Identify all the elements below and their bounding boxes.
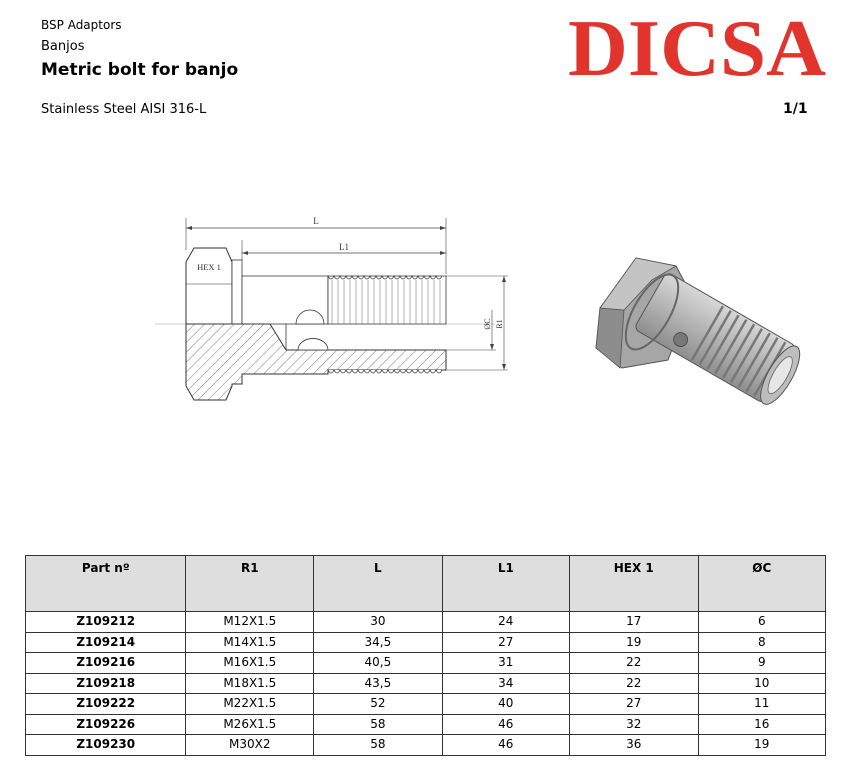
r1-cell: M16X1.5: [186, 653, 314, 674]
diameter-c-cell: 8: [698, 632, 825, 653]
technical-drawing: [150, 210, 522, 410]
part-number-cell: Z109212: [26, 612, 186, 633]
r1-cell: M18X1.5: [186, 673, 314, 694]
l1-cell: 46: [442, 714, 569, 735]
table-row: [26, 694, 826, 715]
l-cell: 40,5: [314, 653, 442, 674]
l-cell: 34,5: [314, 632, 442, 653]
hex1-cell: 32: [570, 714, 698, 735]
part-number-cell: Z109216: [26, 653, 186, 674]
part-number-cell: Z109226: [26, 714, 186, 735]
column-header-hex1: HEX 1: [570, 556, 698, 612]
l-cell: 52: [314, 694, 442, 715]
part-number-cell: Z109218: [26, 673, 186, 694]
l-cell: 58: [314, 714, 442, 735]
table-row: [26, 735, 826, 756]
table-header-row: [26, 556, 826, 612]
diameter-c-cell: 11: [698, 694, 825, 715]
r1-cell: M26X1.5: [186, 714, 314, 735]
column-header-l1: L1: [442, 556, 569, 612]
hex1-cell: 27: [570, 694, 698, 715]
part-number-cell: Z109222: [26, 694, 186, 715]
r1-cell: M12X1.5: [186, 612, 314, 633]
hex1-cell: 22: [570, 653, 698, 674]
r1-cell: M14X1.5: [186, 632, 314, 653]
material-label: Stainless Steel AISI 316-L: [41, 102, 207, 117]
diameter-c-cell: 16: [698, 714, 825, 735]
table-row: [26, 653, 826, 674]
dim-L1-label: L1: [339, 242, 349, 252]
product-3d-illustration: [580, 240, 820, 430]
column-header-l: L: [314, 556, 442, 612]
diameter-c-cell: 9: [698, 653, 825, 674]
category-label: BSP Adaptors: [41, 18, 122, 32]
column-header-r1: R1: [186, 556, 314, 612]
hex-label: HEX 1: [197, 262, 221, 272]
logo-text: DICSA: [568, 12, 827, 82]
table-row: [26, 673, 826, 694]
l-cell: 43,5: [314, 673, 442, 694]
column-header-diameter-c: ØC: [698, 556, 825, 612]
table-row: [26, 632, 826, 653]
thread-label: R1: [495, 319, 504, 329]
r1-cell: M22X1.5: [186, 694, 314, 715]
l1-cell: 24: [442, 612, 569, 633]
subcategory-label: Banjos: [41, 39, 85, 54]
l1-cell: 40: [442, 694, 569, 715]
diameter-c-cell: 6: [698, 612, 825, 633]
l1-cell: 34: [442, 673, 569, 694]
diameter-c-cell: 19: [698, 735, 825, 756]
l1-cell: 31: [442, 653, 569, 674]
page-title: Metric bolt for banjo: [41, 60, 239, 80]
r1-cell: M30X2: [186, 735, 314, 756]
table-row: [26, 612, 826, 633]
dim-L-label: L: [313, 216, 319, 226]
l-cell: 30: [314, 612, 442, 633]
page-number: 1/1: [783, 101, 808, 117]
l1-cell: 27: [442, 632, 569, 653]
l-cell: 58: [314, 735, 442, 756]
l1-cell: 46: [442, 735, 569, 756]
bore-label: ØC: [483, 318, 492, 330]
part-number-cell: Z109214: [26, 632, 186, 653]
hex1-cell: 19: [570, 632, 698, 653]
hex1-cell: 22: [570, 673, 698, 694]
part-number-cell: Z109230: [26, 735, 186, 756]
specification-table: [25, 555, 826, 756]
hex1-cell: 36: [570, 735, 698, 756]
column-header-part-number: Part nº: [26, 556, 186, 612]
diameter-c-cell: 10: [698, 673, 825, 694]
hex1-cell: 17: [570, 612, 698, 633]
table-row: [26, 714, 826, 735]
dicsa-logo: [566, 12, 828, 82]
